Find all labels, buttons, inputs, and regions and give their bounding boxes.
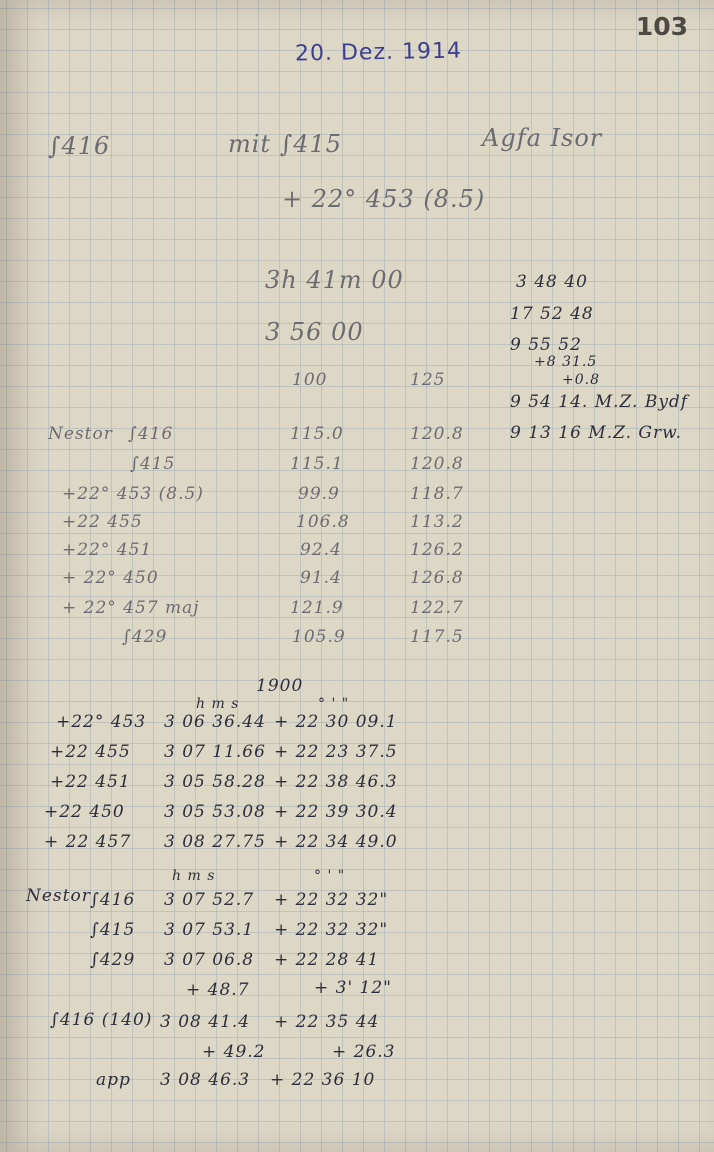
reference-star: + 22° 453 (8.5) <box>282 185 486 213</box>
apparent-dec: + 22 36 10 <box>270 1070 376 1090</box>
nestor-dec: + 22 28 41 <box>274 950 380 970</box>
calc-line-7: 9 13 16 M.Z. Grw. <box>510 423 683 443</box>
calc-line-1: 3 48 40 <box>516 272 588 292</box>
photo-value-125: 117.5 <box>410 627 464 647</box>
pos-ra: 3 05 58.28 <box>164 772 266 792</box>
time-line-2: 3 56 00 <box>265 318 364 346</box>
dec-units: ° ' " <box>314 868 346 884</box>
pos-dec: + 22 38 46.3 <box>274 772 398 792</box>
photo-value-100: 105.9 <box>292 627 346 647</box>
apparent-ra: 3 08 46.3 <box>160 1070 251 1090</box>
calc-line-5: +0.8 <box>562 372 600 388</box>
time-line-1: 3h 41m 00 <box>265 266 404 294</box>
calc-line-4: +8 31.5 <box>534 354 598 370</box>
nestor-ra: 3 07 53.1 <box>164 920 255 940</box>
result-ra: 3 08 41.4 <box>160 1012 251 1032</box>
photo-value-125: 126.2 <box>410 540 464 560</box>
photo-star: +22° 451 <box>62 540 153 560</box>
photo-value-100: 92.4 <box>300 540 342 560</box>
date-stamp: 20. Dez. 1914 <box>294 38 463 67</box>
calc-line-3: 9 55 52 <box>510 335 582 355</box>
pos-star: + 22 457 <box>44 832 132 852</box>
epoch-label: 1900 <box>256 676 304 696</box>
col-header-100: 100 <box>292 370 328 390</box>
photo-star: +22 455 <box>62 512 143 532</box>
pos-dec: + 22 23 37.5 <box>274 742 398 762</box>
object-name: ∫416 <box>48 132 111 160</box>
photo-star: ∫416 <box>128 424 174 444</box>
pos-star: +22° 453 <box>56 712 147 732</box>
photo-value-125: 120.8 <box>410 424 464 444</box>
calc-line-6: 9 54 14. M.Z. Bydf <box>510 392 689 412</box>
result-dec: + 22 35 44 <box>274 1012 380 1032</box>
nestor-dec: + 22 32 32" <box>274 920 389 940</box>
pos-dec: + 22 30 09.1 <box>274 712 398 732</box>
photo-value-100: 115.0 <box>290 424 344 444</box>
photo-value-125: 113.2 <box>410 512 464 532</box>
result-star: ∫416 (140) <box>50 1010 153 1030</box>
pos-star: +22 451 <box>50 772 131 792</box>
group-label-nestor: Nestor <box>48 424 113 444</box>
photo-value-125: 122.7 <box>410 598 464 618</box>
pos-ra: 3 07 11.66 <box>164 742 266 762</box>
observer-note: Agfa Isor <box>482 124 603 152</box>
ra-units: h m s <box>172 868 216 884</box>
photo-value-125: 126.8 <box>410 568 464 588</box>
photo-value-100: 99.9 <box>298 484 340 504</box>
nestor-star: ∫416 <box>90 890 136 910</box>
pos-dec: + 22 39 30.4 <box>274 802 398 822</box>
ra-units: h m s <box>196 696 240 712</box>
calc-line-2: 17 52 48 <box>510 304 594 324</box>
correction-dec: + 3' 12" <box>314 978 392 998</box>
photo-value-125: 118.7 <box>410 484 464 504</box>
pos-dec: + 22 34 49.0 <box>274 832 398 852</box>
nestor-ra: 3 07 06.8 <box>164 950 255 970</box>
dec-units: ° ' " <box>318 696 350 712</box>
correction-ra: + 49.2 <box>202 1042 266 1062</box>
photo-value-100: 106.8 <box>296 512 350 532</box>
pos-ra: 3 08 27.75 <box>164 832 266 852</box>
pos-ra: 3 06 36.44 <box>164 712 266 732</box>
photo-star: + 22° 450 <box>62 568 159 588</box>
nestor-star: ∫429 <box>90 950 136 970</box>
photo-value-100: 115.1 <box>290 454 344 474</box>
comparison-star: mit ∫415 <box>228 130 343 158</box>
photo-value-125: 120.8 <box>410 454 464 474</box>
correction-ra: + 48.7 <box>186 980 250 1000</box>
photo-star: ∫429 <box>122 627 168 647</box>
pos-star: +22 455 <box>50 742 131 762</box>
photo-value-100: 91.4 <box>300 568 342 588</box>
nestor-star: ∫415 <box>90 920 136 940</box>
pos-ra: 3 05 53.08 <box>164 802 266 822</box>
photo-star: + 22° 457 maj <box>62 598 200 618</box>
photo-star: +22° 453 (8.5) <box>62 484 204 504</box>
pos-star: +22 450 <box>44 802 125 822</box>
col-header-125: 125 <box>410 370 446 390</box>
group-label-nestor: Nestor <box>26 886 91 906</box>
photo-star: ∫415 <box>130 454 176 474</box>
nestor-ra: 3 07 52.7 <box>164 890 255 910</box>
photo-value-100: 121.9 <box>290 598 344 618</box>
correction-dec: + 26.3 <box>332 1042 396 1062</box>
apparent-label: app <box>96 1070 131 1090</box>
nestor-dec: + 22 32 32" <box>274 890 389 910</box>
page-number: 103 <box>635 12 688 41</box>
